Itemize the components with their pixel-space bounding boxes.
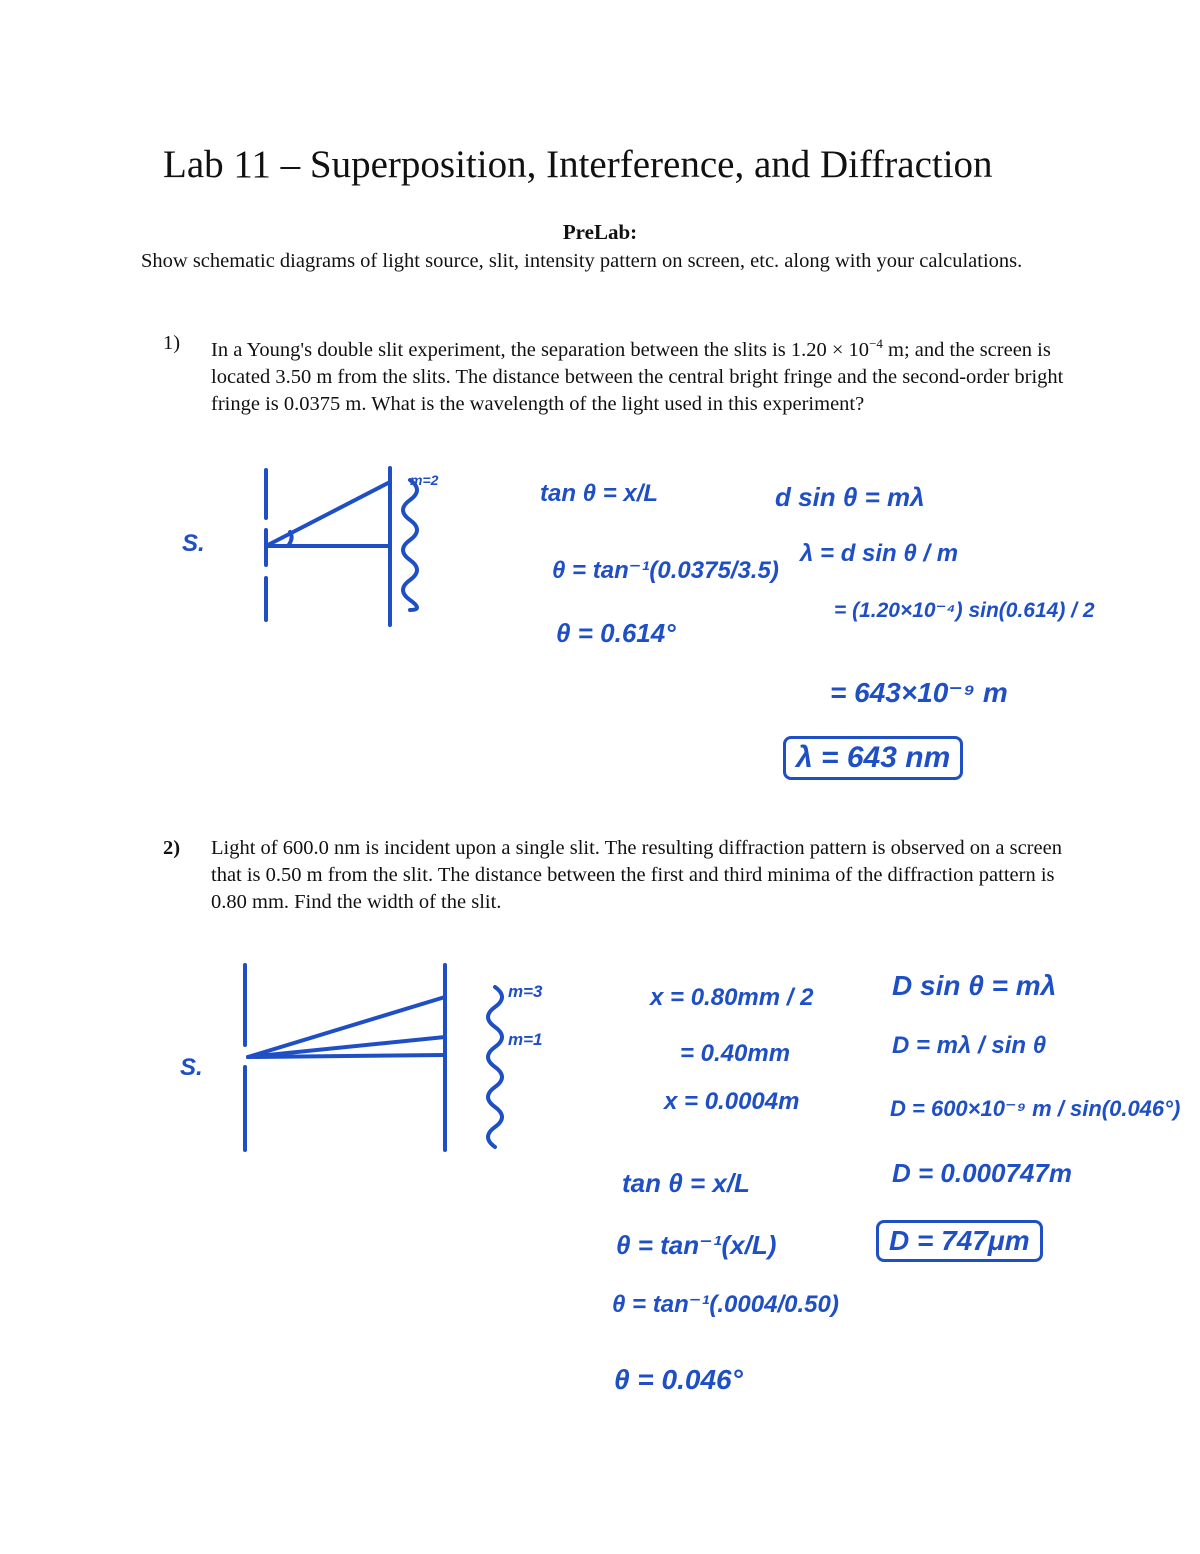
q1-work-line-2: θ = tan⁻¹(0.0375/3.5) — [552, 557, 779, 584]
q1-work-line-1: tan θ = x/L — [540, 480, 659, 507]
intensity-pattern — [488, 987, 502, 1147]
q2-formula-line-2: D = mλ / sin θ — [892, 1032, 1047, 1059]
question-2-text: Light of 600.0 nm is incident upon a single slit. The resulting diffraction pattern is observed on a screen that is 0.50 m from the slit. The distance between the first and third minima of the diffraction pattern is 0.80 mm. Find the width of the slit. — [211, 837, 1062, 913]
q1-formula-line-3: = (1.20×10⁻⁴) sin(0.614) / 2 — [834, 599, 1095, 622]
q1-work-line-3: θ = 0.614° — [556, 618, 676, 648]
question-1-number: 1) — [163, 332, 181, 354]
q2-work-line-5: θ = tan⁻¹(x/L) — [616, 1230, 777, 1260]
q2-work-line-3: x = 0.0004m — [664, 1088, 800, 1115]
question-1-exponent: −4 — [869, 336, 883, 351]
q2-work-line-6: θ = tan⁻¹(.0004/0.50) — [612, 1291, 839, 1318]
q2-work-line-4: tan θ = x/L — [622, 1168, 750, 1198]
page-title: Lab 11 – Superposition, Interference, and Diffraction — [163, 143, 993, 186]
q2-work-line-1: x = 0.80mm / 2 — [650, 984, 814, 1011]
fringe-label-m3: m=3 — [508, 982, 543, 1001]
q2-formula-line-3: D = 600×10⁻⁹ m / sin(0.046°) — [890, 1096, 1181, 1121]
prelab-heading: PreLab: — [562, 220, 638, 244]
q2-answer-box: D = 747μm — [876, 1220, 1043, 1262]
q2-formula-line-4: D = 0.000747m — [892, 1158, 1072, 1188]
central-ray — [248, 1055, 445, 1057]
source-label: S. — [182, 530, 205, 557]
intensity-pattern — [403, 480, 417, 610]
prelab-instructions: Show schematic diagrams of light source, slit, intensity pattern on screen, etc. along with your calculations. — [141, 250, 1023, 272]
q1-formula-line-2: λ = d sin θ / m — [800, 540, 959, 567]
q1-formula-line-4: = 643×10⁻⁹ m — [830, 677, 1008, 708]
fringe-label-m1: m=1 — [508, 1030, 543, 1049]
q1-answer-box: λ = 643 nm — [783, 736, 963, 780]
question-1-text: In a Young's double slit experiment, the separation between the slits is $1.20 \times 10^{-4}$ m; and the screen is located 3.50 m from the slits. The distance between the central bright fringe and the second-order bright fringe is 0.0375 m. What is the wavelength of the light used in this experiment? — [211, 336, 1064, 415]
q1-formula-line-1: d sin θ = mλ — [775, 482, 925, 512]
fringe-label: m=2 — [410, 472, 439, 488]
source-label: S. — [180, 1054, 203, 1081]
q2-formula-line-1: D sin θ = mλ — [892, 970, 1057, 1001]
q2-work-line-7: θ = 0.046° — [614, 1364, 743, 1395]
question-2-number: 2) — [163, 837, 181, 859]
angled-ray — [266, 482, 390, 546]
q2-work-line-2: = 0.40mm — [680, 1040, 791, 1067]
